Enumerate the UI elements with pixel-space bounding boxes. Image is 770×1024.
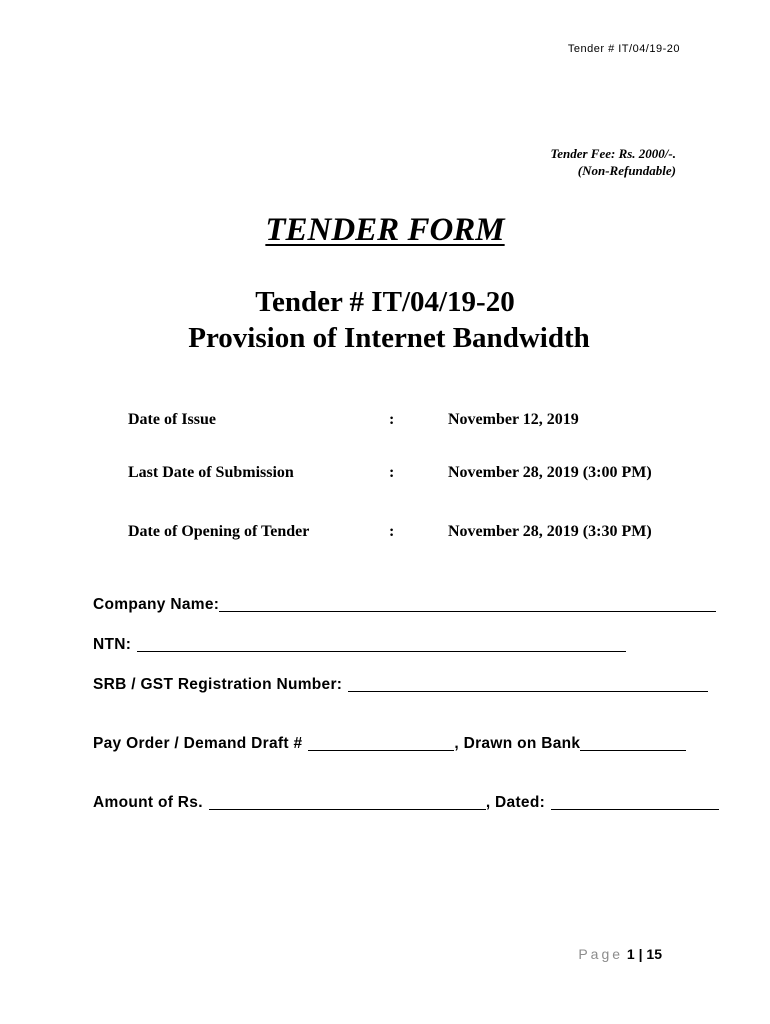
company-name-label: Company Name: (93, 596, 220, 613)
amount-blank[interactable] (209, 808, 486, 810)
ntn-row (93, 636, 626, 654)
date-value: November 28, 2019 (3:00 PM) (448, 464, 652, 481)
amount-label: Amount of Rs. (93, 794, 203, 811)
srb-gst-blank[interactable] (348, 690, 708, 692)
date-separator: : (389, 411, 395, 428)
date-separator: : (389, 523, 395, 540)
ntn-blank[interactable] (137, 650, 626, 652)
form-title-text: TENDER FORM (265, 212, 505, 248)
dated-label: , Dated: (485, 794, 546, 811)
drawn-on-bank-blank[interactable] (580, 749, 686, 751)
page-number: 1 (626, 946, 635, 962)
srb-gst-row (93, 676, 708, 694)
date-separator: : (389, 464, 395, 481)
drawn-on-bank-label: , Drawn on Bank (454, 735, 581, 752)
date-label: Date of Opening of Tender (128, 523, 310, 540)
tender-fee-note: (Non-Refundable) (577, 163, 676, 178)
pay-order-label: Pay Order / Demand Draft # (93, 735, 303, 752)
page-total: 15 (646, 946, 662, 962)
date-value: November 28, 2019 (3:30 PM) (448, 523, 652, 540)
tender-number-heading: Tender # IT/04/19-20 (255, 286, 515, 318)
company-name-blank[interactable] (219, 610, 716, 612)
header-tender-reference: Tender # IT/04/19-20 (567, 43, 680, 55)
tender-subject-heading: Provision of Internet Bandwidth (188, 322, 590, 354)
form-title (0, 212, 770, 249)
pay-order-blank[interactable] (308, 749, 454, 751)
dated-blank[interactable] (551, 808, 719, 810)
page-footer (540, 946, 662, 962)
tender-fee-block (440, 145, 676, 179)
date-label: Date of Issue (128, 411, 216, 428)
tender-fee-amount: Tender Fee: Rs. 2000/-. (550, 146, 676, 161)
company-name-row (93, 596, 716, 614)
date-label: Last Date of Submission (128, 464, 294, 481)
amount-row (93, 794, 719, 812)
pay-order-row (93, 735, 686, 753)
page-word: Page (578, 946, 624, 962)
date-value: November 12, 2019 (448, 411, 579, 428)
page-separator: | (638, 946, 643, 962)
ntn-label: NTN: (93, 636, 132, 653)
srb-gst-label: SRB / GST Registration Number: (93, 676, 343, 693)
